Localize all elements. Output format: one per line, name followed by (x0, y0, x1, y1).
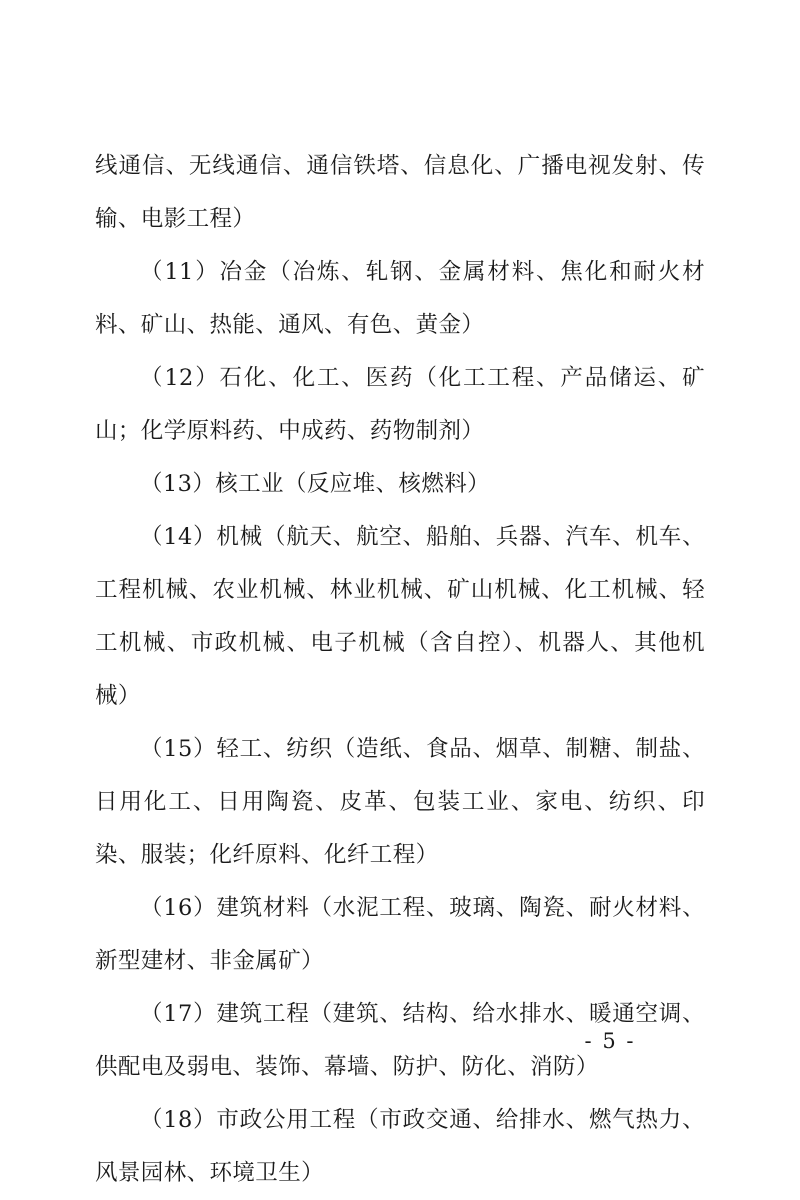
list-item-11: （11）冶金（冶炼、轧钢、金属材料、焦化和耐火材料、矿山、热能、通风、有色、黄金） (95, 259, 705, 338)
list-item-16: （16）建筑材料（水泥工程、玻璃、陶瓷、耐火材料、新型建材、非金属矿） (95, 895, 705, 974)
page-number: - 5 - (584, 1029, 636, 1053)
list-item-15: （15）轻工、纺织（造纸、食品、烟草、制糖、制盐、日用化工、日用陶瓷、皮革、包装工业、家电、纺织、印染、服装；化纤原料、化纤工程） (95, 736, 705, 868)
list-item-14: （14）机械（航天、航空、船舶、兵器、汽车、机车、工程机械、农业机械、林业机械、矿山机械、化工机械、轻工机械、市政机械、电子机械（含自控）、机器人、其他机械） (95, 524, 705, 709)
list-item-13: （13）核工业（反应堆、核燃料） (140, 471, 491, 497)
list-item-17: （17）建筑工程（建筑、结构、给水排水、暖通空调、供配电及弱电、装饰、幕墙、防护、防化、消防） (95, 1001, 705, 1080)
paragraph-continued: 线通信、无线通信、通信铁塔、信息化、广播电视发射、传输、电影工程） (95, 153, 705, 232)
page-footer (0, 1029, 800, 1053)
list-item-12: （12）石化、化工、医药（化工工程、产品储运、矿山；化学原料药、中成药、药物制剂） (95, 365, 705, 444)
list-item-18: （18）市政公用工程（市政交通、给排水、燃气热力、风景园林、环境卫生） (95, 1107, 705, 1186)
